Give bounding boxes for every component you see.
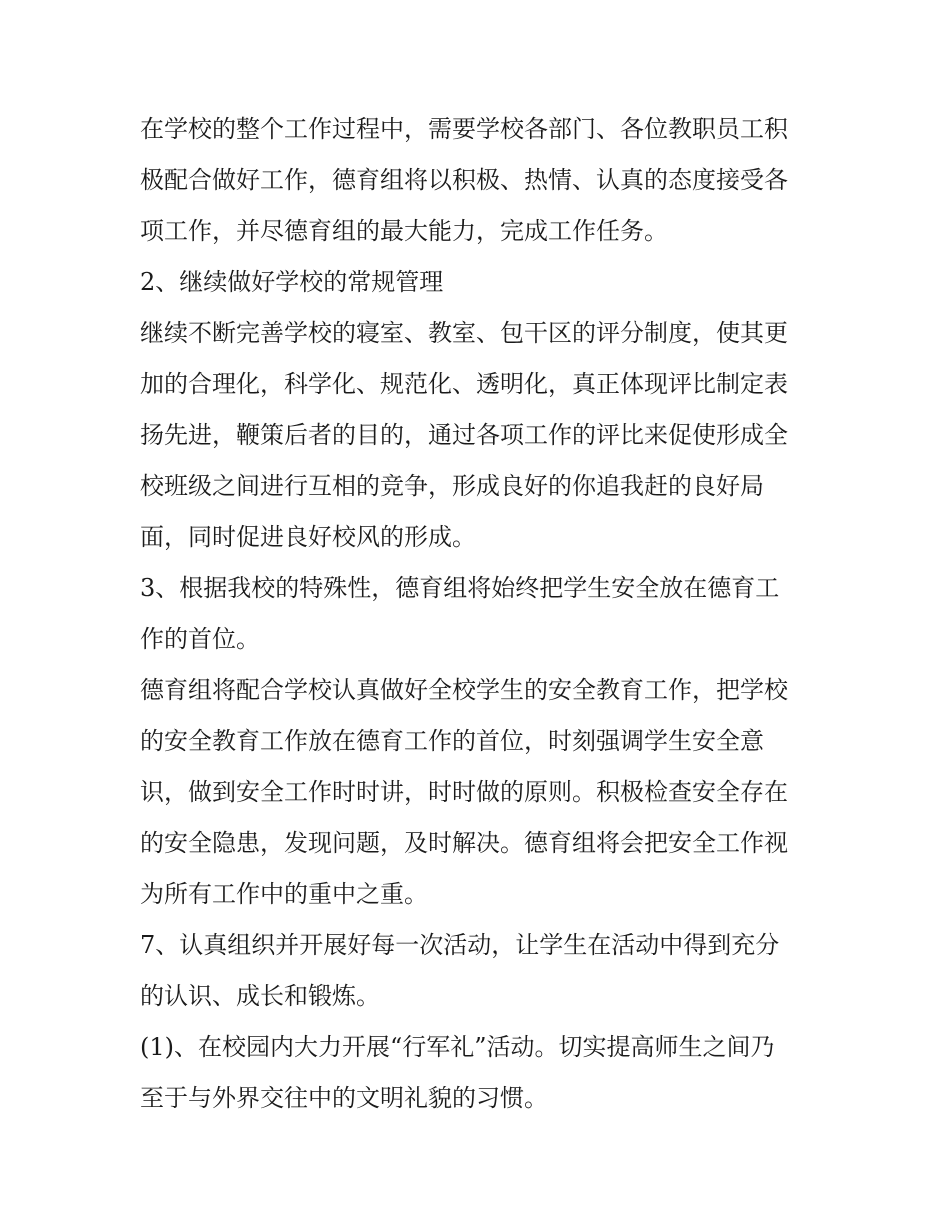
text-line: 在学校的整个工作过程中，需要学校各部门、各位教职员工积 bbox=[140, 115, 788, 143]
text-line: 的安全教育工作放在德育工作的首位，时刻强调学生安全意 bbox=[140, 727, 764, 755]
text-line: 扬先进，鞭策后者的目的，通过各项工作的评比来促使形成全 bbox=[140, 421, 788, 449]
text-line: 的安全隐患，发现问题，及时解决。德育组将会把安全工作视 bbox=[140, 829, 788, 857]
text-line: 面，同时促进良好校风的形成。 bbox=[140, 523, 476, 551]
text-line: 极配合做好工作，德育组将以积极、热情、认真的态度接受各 bbox=[140, 166, 788, 194]
text-line: 的认识、成长和锻炼。 bbox=[140, 982, 380, 1010]
text-line: 识，做到安全工作时时讲，时时做的原则。积极检查安全存在 bbox=[140, 778, 788, 806]
section-heading: 3、根据我校的特殊性，德育组将始终把学生安全放在德育工 bbox=[140, 574, 780, 602]
text-line: 加的合理化，科学化、规范化、透明化，真正体现评比制定表 bbox=[140, 370, 788, 398]
list-item: (1)、在校园内大力开展“行军礼”活动。切实提高师生之间乃 bbox=[140, 1033, 775, 1061]
text-line: 为所有工作中的重中之重。 bbox=[140, 880, 428, 908]
text-line: 作的首位。 bbox=[140, 625, 260, 653]
section-heading: 7、认真组织并开展好每一次活动，让学生在活动中得到充分 bbox=[140, 931, 780, 959]
text-line: 继续不断完善学校的寝室、教室、包干区的评分制度，使其更 bbox=[140, 319, 788, 347]
text-line: 至于与外界交往中的文明礼貌的习惯。 bbox=[140, 1084, 548, 1112]
document-body bbox=[140, 104, 820, 1124]
text-line: 校班级之间进行互相的竞争，形成良好的你追我赶的良好局 bbox=[140, 472, 764, 500]
text-line: 项工作，并尽德育组的最大能力，完成工作任务。 bbox=[140, 217, 668, 245]
section-heading: 2、继续做好学校的常规管理 bbox=[140, 268, 444, 296]
text-line: 德育组将配合学校认真做好全校学生的安全教育工作，把学校 bbox=[140, 676, 788, 704]
